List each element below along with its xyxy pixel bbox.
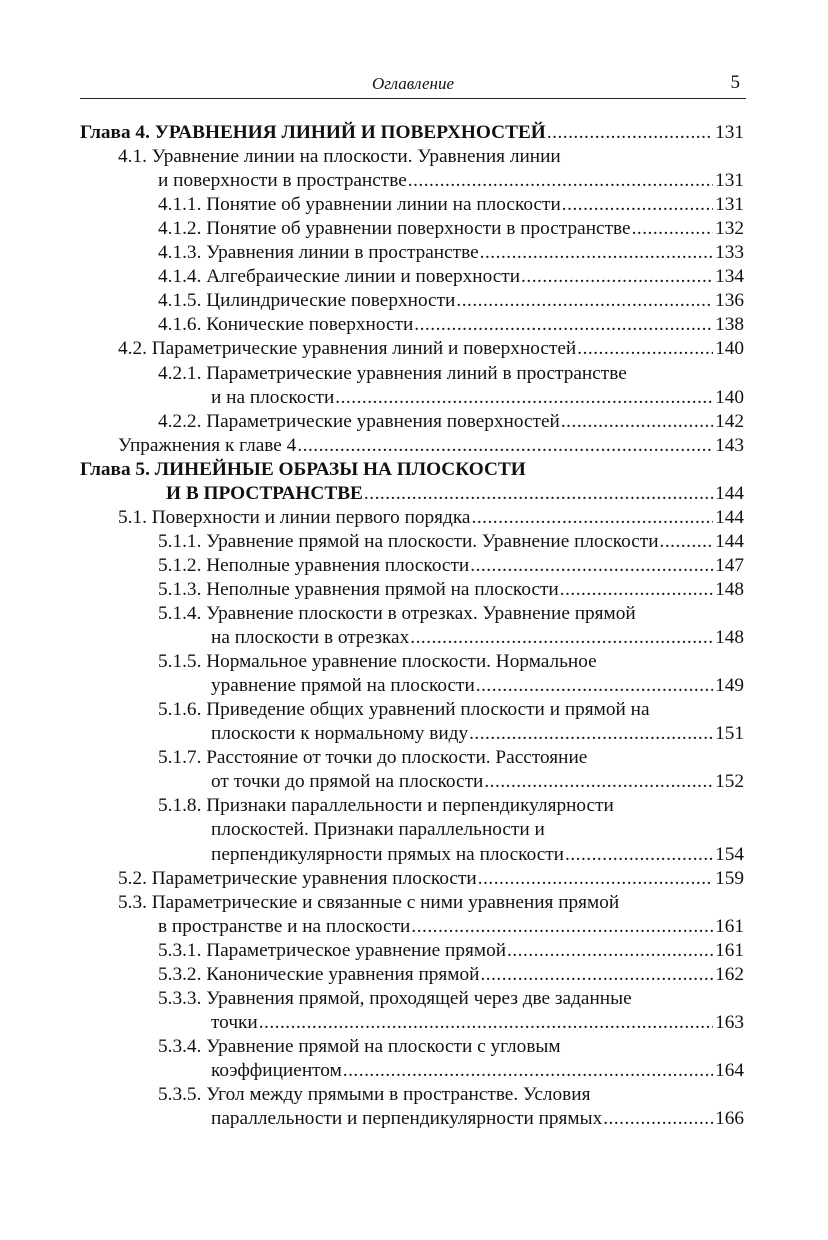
toc-entry (158, 241, 744, 265)
toc-entry-title: 5.1.6. Приведение общих уравнений плоскости и прямой на (158, 699, 650, 721)
toc-entry-page: 148 (715, 627, 744, 649)
dot-leader (364, 482, 713, 506)
toc-entry (158, 410, 744, 434)
toc-entry-title: 5.3.4. Уравнение прямой на плоскости с угловым (158, 1035, 561, 1057)
toc-entry-page: 147 (715, 554, 744, 576)
toc-entry-title: 4.1.2. Понятие об уравнении поверхности в пространстве (158, 218, 631, 240)
toc-entry-title: 4.1.6. Конические поверхности (158, 314, 414, 336)
toc-entry (158, 217, 744, 241)
toc-entry-page: 140 (715, 386, 744, 408)
toc-entry-title: и на плоскости (211, 386, 335, 408)
dot-leader (484, 770, 713, 794)
toc-entry-page: 166 (715, 1108, 744, 1130)
toc-entry (158, 746, 744, 770)
toc-entry (158, 987, 744, 1011)
toc-entry-page: 138 (715, 314, 744, 336)
toc-entry-page: 133 (715, 242, 744, 264)
toc-entry (211, 722, 744, 746)
toc-entry-page: 131 (715, 194, 744, 216)
toc-entry-page: 149 (715, 675, 744, 697)
toc-entry (211, 843, 744, 867)
dot-leader (562, 193, 713, 217)
toc-entry-page: 163 (715, 1011, 744, 1033)
toc-entry-title: 4.1. Уравнение линии на плоскости. Уравнения линии (118, 146, 561, 168)
toc-entry-title: параллельности и перпендикулярности прямых (211, 1108, 603, 1130)
dot-leader (577, 337, 713, 361)
dot-leader (565, 843, 713, 867)
dot-leader (507, 939, 713, 963)
toc-entry (158, 1035, 744, 1059)
dot-leader (410, 626, 713, 650)
toc-entry-title: 5.3.1. Параметрическое уравнение прямой (158, 939, 507, 961)
dot-leader (480, 241, 713, 265)
dot-leader (632, 217, 714, 241)
toc-entry-title: уравнение прямой на плоскости (211, 675, 475, 697)
toc-entry-page: 131 (715, 122, 744, 143)
toc-entry-page: 161 (715, 915, 744, 937)
toc-entry-title: коэффициентом (211, 1059, 342, 1081)
toc-entry-title: 4.2.1. Параметрические уравнения линий в пространстве (158, 362, 627, 384)
toc-entry (166, 482, 744, 506)
toc-entry-title: от точки до прямой на плоскости (211, 771, 484, 793)
toc-entry (211, 1107, 744, 1131)
toc-entry (158, 963, 744, 987)
toc-entry-title: плоскости к нормальному виду (211, 723, 469, 745)
toc-entry-page: 143 (715, 434, 744, 456)
toc-entry (158, 915, 744, 939)
toc-entry-title: 5.3. Параметрические и связанные с ними уравнения прямой (118, 891, 620, 913)
toc-entry (211, 1011, 744, 1035)
dot-leader (456, 289, 713, 313)
toc-entry-page: 136 (715, 290, 744, 312)
toc-entry-title: 4.2.2. Параметрические уравнения поверхностей (158, 410, 560, 432)
toc-entry-title: на плоскости в отрезках (211, 627, 410, 649)
toc-entry-page: 134 (715, 266, 744, 288)
toc-entry-title: Глава 4. УРАВНЕНИЯ ЛИНИЙ И ПОВЕРХНОСТЕЙ (80, 122, 546, 143)
toc-entry (211, 626, 744, 650)
running-header (80, 72, 746, 99)
toc-entry (118, 506, 744, 530)
dot-leader (259, 1011, 713, 1035)
toc-entry-title: 5.1.8. Признаки параллельности и перпендикулярности (158, 795, 614, 817)
toc-entry (158, 698, 744, 722)
toc-entry (118, 337, 744, 361)
toc-entry-title: плоскостей. Признаки параллельности и (211, 819, 545, 841)
dot-leader (408, 169, 713, 193)
toc-entry-title: 5.1. Поверхности и линии первого порядка (118, 506, 471, 528)
header-title: Оглавление (371, 74, 455, 93)
toc-entry-page: 154 (715, 843, 744, 865)
toc-entry (158, 578, 744, 602)
toc-entry (118, 867, 744, 891)
toc-entry (158, 313, 744, 337)
toc-entry-page: 151 (715, 723, 744, 745)
toc-entry-page: 142 (715, 410, 744, 432)
toc-entry (118, 145, 744, 169)
toc-entry-page: 132 (715, 218, 744, 240)
toc-entry-page: 140 (715, 338, 744, 360)
toc-entry-page: 144 (715, 482, 744, 504)
dot-leader (297, 434, 713, 458)
toc-entry-title: 5.1.7. Расстояние от точки до плоскости. Расстояние (158, 747, 588, 769)
toc-entry (211, 674, 744, 698)
toc-entry-title: 4.2. Параметрические уравнения линий и поверхностей (118, 338, 577, 360)
toc-entry-title: 5.1.4. Уравнение плоскости в отрезках. Уравнение прямой (158, 603, 636, 624)
dot-leader (480, 963, 713, 987)
dot-leader (411, 915, 713, 939)
page-number: 5 (730, 72, 740, 93)
toc-entry-page: 161 (715, 939, 744, 961)
toc-entry-title: 5.3.3. Уравнения прямой, проходящей через две заданные (158, 987, 632, 1009)
toc-entry-title: 5.1.1. Уравнение прямой на плоскости. Уравнение плоскости (158, 530, 659, 552)
toc-entry-title: 5.3.2. Канонические уравнения прямой (158, 963, 480, 985)
dot-leader (560, 578, 713, 602)
toc-entry-title: в пространстве и на плоскости (158, 915, 411, 937)
dot-leader (561, 410, 713, 434)
toc-entry-title: и поверхности в пространстве (158, 170, 407, 192)
toc-entry-title: 5.1.2. Неполные уравнения плоскости (158, 554, 470, 576)
toc-entry-page: 144 (715, 530, 744, 552)
toc-entry-title: 5.2. Параметрические уравнения плоскости (118, 867, 477, 889)
toc-entry (158, 265, 744, 289)
dot-leader (335, 386, 713, 410)
toc-entry (158, 650, 744, 674)
toc-entry-title: 4.1.3. Уравнения линии в пространстве (158, 242, 479, 264)
dot-leader (476, 674, 713, 698)
toc-entry-title: перпендикулярности прямых на плоскости (211, 843, 564, 865)
toc-entry (158, 362, 744, 386)
toc-entry-page: 131 (715, 170, 744, 192)
toc-entry (118, 434, 744, 458)
toc-entry (158, 1083, 744, 1107)
toc-entry (158, 193, 744, 217)
toc-entry-page: 148 (715, 578, 744, 600)
dot-leader (603, 1107, 713, 1131)
toc-entry (158, 169, 744, 193)
toc-entry-title: 5.1.3. Неполные уравнения прямой на плоскости (158, 578, 559, 600)
toc-entry (211, 818, 744, 842)
toc-entry (158, 794, 744, 818)
toc-entry-title: Упражнения к главе 4 (118, 434, 297, 456)
dot-leader (472, 506, 714, 530)
toc-entry-title: 4.1.5. Цилиндрические поверхности (158, 290, 456, 312)
toc-entry (80, 121, 744, 145)
toc-entry-page: 164 (715, 1059, 744, 1081)
toc-entry (211, 1059, 744, 1083)
toc-entry-page: 162 (715, 963, 744, 985)
toc-entry-title: 4.1.4. Алгебраические линии и поверхности (158, 266, 521, 288)
toc-entry (118, 891, 744, 915)
toc-entry (211, 770, 744, 794)
dot-leader (470, 554, 713, 578)
toc-entry (80, 458, 744, 482)
dot-leader (469, 722, 713, 746)
toc-entry (158, 939, 744, 963)
dot-leader (660, 530, 714, 554)
toc-entry (158, 554, 744, 578)
dot-leader (343, 1059, 713, 1083)
toc-entry-title: 4.1.1. Понятие об уравнении линии на плоскости (158, 194, 561, 216)
dot-leader (521, 265, 713, 289)
toc-entry (158, 530, 744, 554)
dot-leader (547, 121, 713, 145)
toc-entry-title: 5.3.5. Угол между прямыми в пространстве. Условия (158, 1084, 591, 1105)
toc-entry-title: Глава 5. ЛИНЕЙНЫЕ ОБРАЗЫ НА ПЛОСКОСТИ (80, 458, 526, 480)
dot-leader (478, 867, 713, 891)
toc-entry (158, 602, 744, 626)
toc-entry (158, 289, 744, 313)
toc-entry-page: 144 (715, 506, 744, 528)
toc-entry-page: 152 (715, 771, 744, 793)
toc-entry-title: 5.1.5. Нормальное уравнение плоскости. Нормальное (158, 651, 597, 673)
toc-entry-page: 159 (715, 867, 744, 889)
toc-entry-title: И В ПРОСТРАНСТВЕ (166, 482, 363, 504)
toc-entry (211, 386, 744, 410)
dot-leader (414, 313, 713, 337)
toc-entry-title: точки (211, 1011, 258, 1033)
